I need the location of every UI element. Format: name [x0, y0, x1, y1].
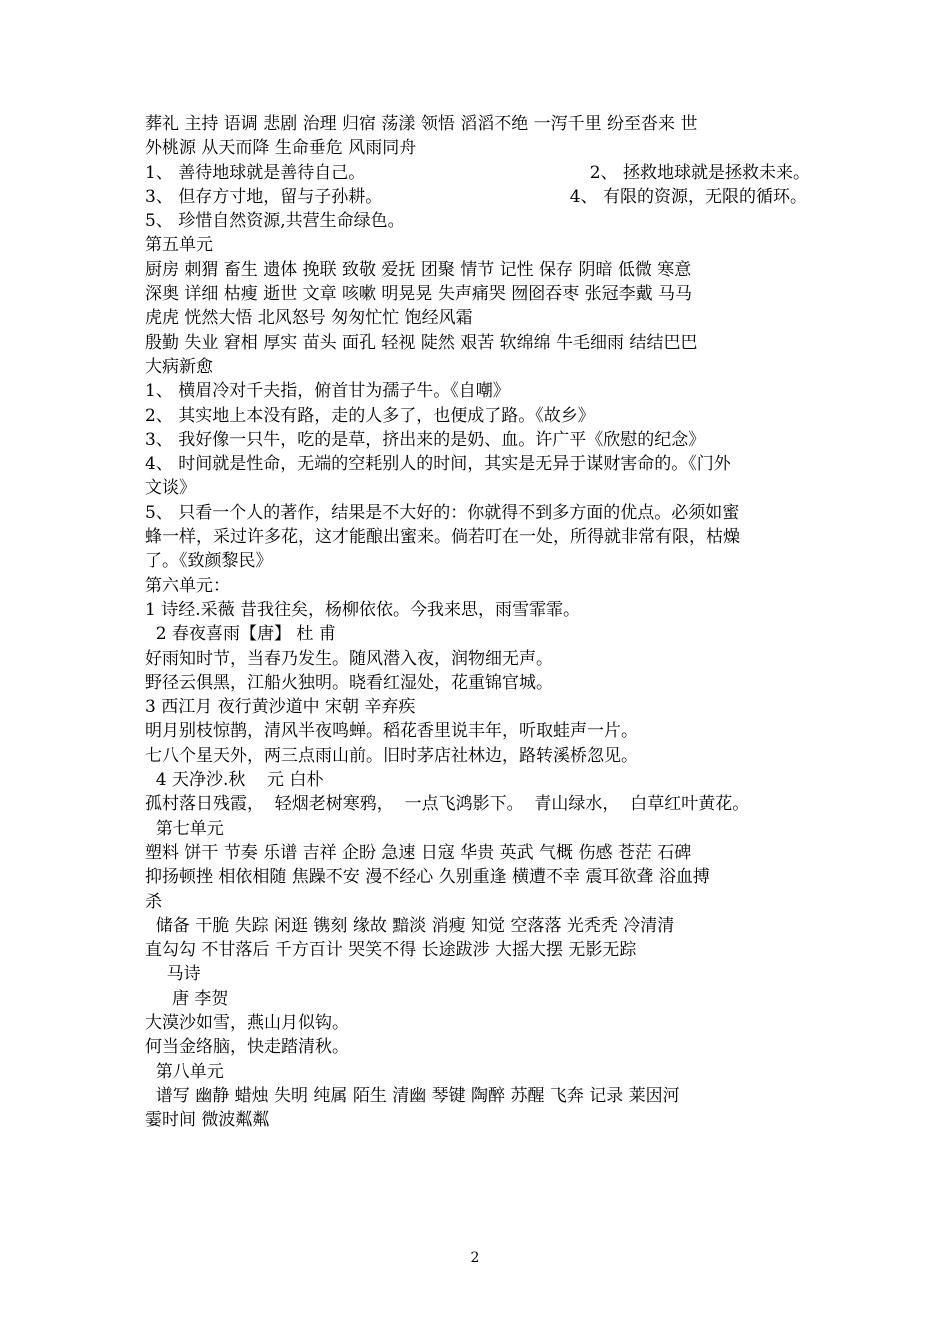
slogan-row	[145, 185, 810, 209]
poem-line: 野径云俱黑，江船火独明。晓看红湿处，花重锦官城。	[145, 672, 553, 693]
quote-line: 4、 时间就是性命，无端的空耗别人的时间，其实是无异于谋财害命的。《门外	[145, 454, 731, 475]
vocab-line: 储备 干脆 失踪 闲逛 镌刻 缘故 黯淡 消瘦 知觉 空落落 光秃秃 冷清清	[145, 915, 675, 936]
page-number: 2	[470, 1250, 480, 1266]
vocab-line: 葬礼 主持 语调 悲剧 治理 归宿 荡漾 领悟 滔滔不绝 一泻千里 纷至沓来 世	[145, 114, 698, 134]
vocab-line: 谱写 幽静 蜡烛 失明 纯属 陌生 清幽 琴键 陶醉 苏醒 飞奔 记录 莱因河	[145, 1085, 680, 1106]
unit-heading: 第六单元：	[145, 575, 230, 596]
slogan-5: 5、 珍惜自然资源,共营生命绿色。	[145, 211, 405, 232]
vocab-line: 抑扬顿挫 相依相随 焦躁不安 漫不经心 久别重逢 横遭不幸 震耳欲聋 浴血搏	[145, 867, 710, 888]
poem-line: 孤村落日残霞， 轻烟老树寒鸦， 一点飞鸿影下。 青山绿水， 白草红叶黄花。	[145, 794, 750, 815]
quote-line: 文谈》	[145, 478, 196, 499]
slogan-3: 3、 但存方寸地，留与子孙耕。	[145, 186, 383, 207]
quote-line: 3、 我好像一只牛，吃的是草，挤出来的是奶、血。许广平《欣慰的纪念》	[145, 429, 706, 450]
poem-line: 明月别枝惊鹊，清风半夜鸣蝉。稻花香里说丰年，听取蛙声一片。	[145, 721, 638, 742]
poem-line: 好雨知时节，当春乃发生。随风潜入夜，润物细无声。	[145, 648, 553, 669]
poem-author: 唐 李贺	[145, 988, 229, 1009]
vocab-line: 直勾勾 不甘落后 千方百计 哭笑不得 长途跋涉 大摇大摆 无影无踪	[145, 940, 637, 961]
poem-line: 七八个星天外，两三点雨山前。旧时茅店社林边，路转溪桥忽见。	[145, 745, 638, 766]
slogan-2: 2、 拯救地球就是拯救未来。	[589, 162, 810, 183]
unit-heading: 第八单元	[145, 1061, 224, 1082]
vocab-line: 塑料 饼干 节奏 乐谱 吉祥 企盼 急速 日寇 华贵 英武 气概 伤感 苍茫 石碑	[145, 842, 692, 863]
poem-title: 2 春夜喜雨【唐】 杜 甫	[145, 624, 336, 645]
vocab-line: 杀	[145, 891, 162, 912]
quote-line: 蜂一样，采过许多花，这才能酿出蜜来。倘若叮在一处，所得就非常有限，枯燥	[145, 527, 740, 548]
slogan-1: 1、 善待地球就是善待自己。	[145, 162, 366, 183]
poem-title: 4 天净沙.秋 元 白朴	[145, 770, 324, 791]
poem-line: 何当金络脑，快走踏清秋。	[145, 1037, 349, 1058]
slogan-row	[145, 161, 810, 185]
vocab-line: 外桃源 从天而降 生命垂危 风雨同舟	[145, 138, 417, 159]
poem-line: 大漠沙如雪，燕山月似钩。	[145, 1012, 349, 1033]
vocab-line: 大病新愈	[145, 356, 213, 377]
unit-heading: 第五单元	[145, 235, 213, 256]
document-body	[145, 112, 810, 1132]
vocab-line: 深奥 详细 枯瘦 逝世 文章 咳嗽 明晃晃 失声痛哭 囫囵吞枣 张冠李戴 马马	[145, 284, 693, 305]
vocab-line: 虎虎 恍然大悟 北风怒号 匆匆忙忙 饱经风霜	[145, 308, 473, 329]
quote-line: 了。《致颜黎民》	[145, 551, 273, 572]
unit-heading: 第七单元	[145, 818, 224, 839]
quote-line: 5、 只看一个人的著作，结果是不大好的：你就得不到多方面的优点。必须如蜜	[145, 502, 740, 523]
poem-title: 马诗	[145, 964, 201, 985]
poem-title: 3 西江月 夜行黄沙道中 宋朝 辛弃疾	[145, 697, 416, 718]
poem-line: 1 诗经.采薇 昔我往矣，杨柳依依。今我来思，雨雪霏霏。	[145, 599, 581, 620]
vocab-line: 霎时间 微波粼粼	[145, 1110, 270, 1131]
slogan-4: 4、 有限的资源，无限的循环。	[569, 186, 807, 207]
quote-line: 2、 其实地上本没有路，走的人多了，也便成了路。《故乡》	[145, 405, 595, 426]
vocab-line: 殷勤 失业 窘相 厚实 苗头 面孔 轻视 陡然 艰苦 软绵绵 牛毛细雨 结结巴巴	[145, 332, 698, 353]
quote-line: 1、 横眉冷对千夫指，俯首甘为孺子牛。《自嘲》	[145, 381, 510, 402]
vocab-line: 厨房 刺猬 畜生 遗体 挽联 致敬 爱抚 团聚 情节 记性 保存 阴暗 低微 寒意	[145, 259, 692, 280]
